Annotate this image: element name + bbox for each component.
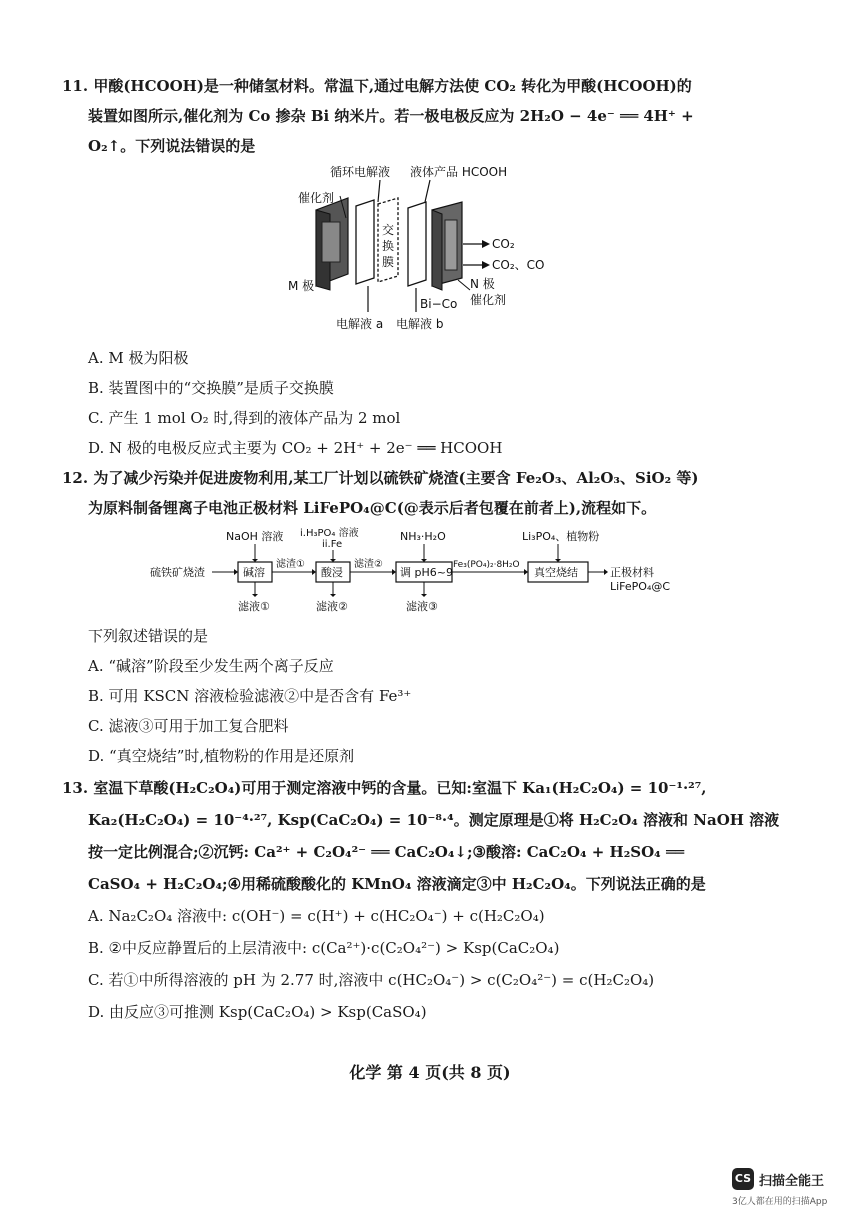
q12-option-b: B. 可用 KSCN 溶液检验滤液②中是否含有 Fe³⁺ bbox=[88, 687, 412, 705]
q13-option-c: C. 若①中所得溶液的 pH 为 2.77 时,溶液中 c(HC₂O₄⁻) > c(C₂O₄²⁻) = c(H₂C₂O₄) bbox=[88, 971, 655, 989]
scanner-tagline: 3亿人都在用的扫描App bbox=[732, 1197, 828, 1207]
flow-reagent-naoh: NaOH 溶液 bbox=[226, 530, 284, 543]
q11-option-c: C. 产生 1 mol O₂ 时,得到的液体产品为 2 mol bbox=[88, 409, 401, 427]
label-membrane-2: 换 bbox=[382, 239, 395, 253]
label-liquid-product: 液体产品 HCOOH bbox=[410, 165, 508, 179]
flow-reagent-h3po4: i.H₃PO₄ 溶液 bbox=[300, 528, 359, 539]
q12-option-c: C. 滤液③可用于加工复合肥料 bbox=[88, 717, 289, 735]
flow-residue-2: 滤渣② bbox=[354, 559, 383, 570]
scanner-watermark bbox=[732, 1166, 842, 1206]
q11-option-b: B. 装置图中的“交换膜”是质子交换膜 bbox=[88, 379, 334, 397]
flow-reagent-ammonia: NH₃·H₂O bbox=[400, 530, 446, 543]
flow-box-acid: 酸浸 bbox=[321, 566, 343, 579]
flow-filtrate-2: 滤液② bbox=[316, 600, 348, 613]
q11-line-2: 装置如图所示,催化剂为 Co 掺杂 Bi 纳米片。若一极电极反应为 2H₂O − 4e⁻ ══ 4H⁺ + bbox=[88, 107, 694, 125]
q13-line-1: 13. 室温下草酸(H₂C₂O₄)可用于测定溶液中钙的含量。已知:室温下 Ka₁(H₂C₂O₄) = 10⁻¹·²⁷, bbox=[62, 779, 707, 797]
page-footer: 化学 第 4 页(共 8 页) bbox=[349, 1063, 511, 1082]
q11-option-a: A. M 极为阳极 bbox=[88, 349, 189, 367]
flow-box-sinter: 真空烧结 bbox=[534, 566, 578, 579]
flow-box-alkali: 碱溶 bbox=[243, 566, 265, 579]
q11-option-d: D. N 极的电极反应式主要为 CO₂ + 2H⁺ + 2e⁻ ══ HCOOH bbox=[88, 439, 503, 457]
q12-option-a: A. “碱溶”阶段至少发生两个离子反应 bbox=[88, 657, 334, 675]
flow-box-ph: 调 pH6~9 bbox=[400, 566, 453, 579]
label-catalyst-left: 催化剂 bbox=[298, 191, 335, 205]
label-circulating-electrolyte: 循环电解液 bbox=[330, 165, 391, 179]
label-membrane-1: 交 bbox=[382, 223, 395, 237]
flow-end-product: LiFePO₄@C bbox=[610, 580, 670, 593]
scanner-app-name: 扫描全能王 bbox=[759, 1174, 825, 1189]
process-flow-diagram bbox=[150, 526, 670, 620]
q12-line-2: 为原料制备锂离子电池正极材料 LiFePO₄@C(@表示后者包覆在前者上),流程如下。 bbox=[88, 499, 657, 517]
label-catalyst-right: 催化剂 bbox=[470, 293, 507, 307]
label-co2-co: CO₂、CO bbox=[492, 258, 545, 272]
q11-line-1: 11. 甲酸(HCOOH)是一种储氢材料。常温下,通过电解方法使 CO₂ 转化为甲酸(HCOOH)的 bbox=[62, 77, 692, 95]
q12-stem: 下列叙述错误的是 bbox=[88, 627, 209, 645]
flow-start: 硫铁矿烧渣 bbox=[150, 566, 205, 579]
q12-option-d: D. “真空烧结”时,植物粉的作用是还原剂 bbox=[88, 747, 355, 765]
q13-option-d: D. 由反应③可推测 Ksp(CaC₂O₄) > Ksp(CaSO₄) bbox=[88, 1003, 427, 1021]
scanner-logo-icon: CS bbox=[732, 1168, 754, 1190]
q13-line-3: 按一定比例混合;②沉钙: Ca²⁺ + C₂O₄²⁻ ══ CaC₂O₄↓;③酸溶: CaC₂O₄ + H₂SO₄ ══ bbox=[88, 843, 685, 861]
flow-residue-1: 滤渣① bbox=[276, 559, 305, 570]
electrolysis-device-diagram bbox=[260, 162, 550, 337]
label-electrolyte-b: 电解液 b bbox=[396, 317, 444, 331]
flow-reagent-fe: ii.Fe bbox=[322, 539, 343, 550]
label-m-electrode: M 极 bbox=[288, 279, 315, 293]
flow-filtrate-3: 滤液③ bbox=[406, 600, 438, 613]
flow-end-label: 正极材料 bbox=[610, 566, 654, 579]
label-bi-co: Bi−Co bbox=[420, 297, 458, 311]
label-membrane-3: 膜 bbox=[382, 255, 395, 269]
flow-filtrate-1: 滤液① bbox=[238, 600, 270, 613]
label-electrolyte-a: 电解液 a bbox=[336, 317, 384, 331]
q11-line-3: O₂↑。下列说法错误的是 bbox=[88, 137, 256, 155]
q13-line-4: CaSO₄ + H₂C₂O₄;④用稀硫酸酸化的 KMnO₄ 溶液滴定③中 H₂C₂O₄。下列说法正确的是 bbox=[88, 875, 706, 893]
flow-intermediate: Fe₃(PO₄)₂·8H₂O bbox=[453, 560, 520, 570]
q13-line-2: Ka₂(H₂C₂O₄) = 10⁻⁴·²⁷, Ksp(CaC₂O₄) = 10⁻⁸·⁴。测定原理是①将 H₂C₂O₄ 溶液和 NaOH 溶液 bbox=[88, 811, 780, 829]
label-n-electrode: N 极 bbox=[470, 277, 495, 291]
q13-option-b: B. ②中反应静置后的上层清液中: c(Ca²⁺)·c(C₂O₄²⁻) > Ksp(CaC₂O₄) bbox=[88, 939, 560, 957]
label-co2: CO₂ bbox=[492, 237, 515, 251]
flow-reagent-li3po4: Li₃PO₄、植物粉 bbox=[522, 530, 600, 543]
q13-option-a: A. Na₂C₂O₄ 溶液中: c(OH⁻) = c(H⁺) + c(HC₂O₄⁻) + c(H₂C₂O₄) bbox=[88, 907, 545, 925]
q12-line-1: 12. 为了减少污染并促进废物利用,某工厂计划以硫铁矿烧渣(主要含 Fe₂O₃、Al₂O₃、SiO₂ 等) bbox=[62, 469, 699, 487]
